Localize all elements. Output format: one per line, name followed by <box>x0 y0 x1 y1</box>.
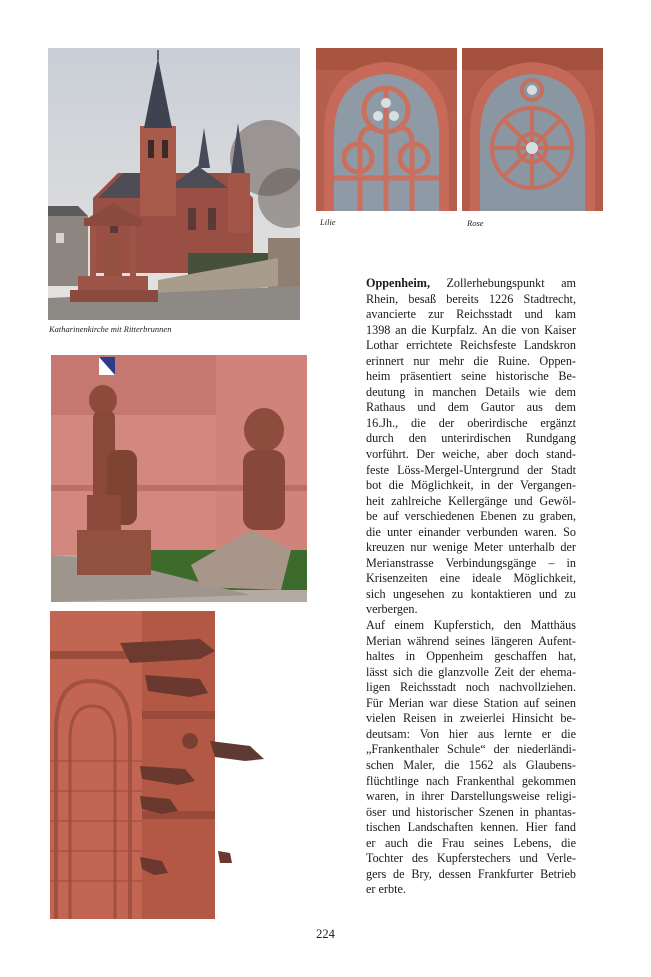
text-line: haltes in Oppenheim geschaffen hat, <box>366 649 576 664</box>
text-line: vorführt. Der weiche, aber doch stand- <box>366 447 576 462</box>
rose-window-caption: Rose <box>467 218 484 228</box>
text-line: deutung in manchen Details wie dem <box>366 384 576 399</box>
text-line: ligen Reichsstadt noch nachvollziehen. <box>366 680 576 695</box>
church-caption: Katharinenkirche mit Ritterbrunnen <box>49 324 172 334</box>
text-line: gers de Bry, dessen Frankfurter Betrieb <box>366 866 576 881</box>
rose-window-photo <box>462 48 603 211</box>
gargoyles-photo <box>50 611 266 919</box>
body-text <box>366 276 576 898</box>
text-line: Merianstrasse Verbindungsgänge – in <box>366 555 576 570</box>
text-line: waren, in ihrer Darstellungsweise religi- <box>366 789 576 804</box>
text-line: Rhein, besaß bereits 1226 Stadtrecht, <box>366 291 576 306</box>
text-line: avancierte zur Reichsstadt und kam <box>366 307 576 322</box>
text-line: be auf verschiedenen Ebenen zu graben, <box>366 509 576 524</box>
text-line: schen Maler, die 1562 als Glaubens- <box>366 757 576 772</box>
text-line: Auf einem Kupferstich, den Matthäus <box>366 618 576 633</box>
statues-photo <box>51 355 307 602</box>
text-line: vielen Reisen in zweierlei Hinsicht be- <box>366 711 576 726</box>
text-line: deutsam: Von hier aus lernte er die <box>366 726 576 741</box>
text-line: verbergen. <box>366 602 418 617</box>
text-line: „Frankenthaler Schule“ der niederländi- <box>366 742 576 757</box>
text-line: Oppenheim, Zollerhebungspunkt am <box>366 276 576 290</box>
lily-window-photo <box>316 48 457 211</box>
text-line: Tochter des Kupferstechers und Verle- <box>366 851 576 866</box>
text-line: erinnert nur mehr die Ruine. Oppen- <box>366 353 576 368</box>
text-line: heit zahlreiche Kellergänge und Gewöl- <box>366 493 576 508</box>
text-line: er auch die Frau seines Lebens, die <box>366 835 576 850</box>
church-photo <box>48 48 300 320</box>
lead-word: Oppenheim, <box>366 276 430 290</box>
text-line: 1398 an die Kurpfalz. An die von Kaiser <box>366 322 576 337</box>
text-line: Lothar errichtete Reichsfeste Landskron <box>366 338 576 353</box>
lily-window-caption: Lilie <box>320 217 336 227</box>
text-line: tischen Landschaften kennen. Hier fand <box>366 820 576 835</box>
text-line: lässt sich die glanzvolle Zeit der ehema- <box>366 664 576 679</box>
text-line: kreuzen nur wenige Meter unterhalb der <box>366 540 576 555</box>
text-line: öser und historischer Szenen in phantas- <box>366 804 576 819</box>
text-line: Merian während seines längeren Aufent- <box>366 633 576 648</box>
text-line: bot die Möglichkeit, in der Vergangen- <box>366 478 576 493</box>
text-line: sich ungesehen zu kontaktieren und zu <box>366 586 576 601</box>
text-line: Krisenzeiten eine ideale Möglichkeit, <box>366 571 576 586</box>
text-line: die unter einander verbunden waren. So <box>366 524 576 539</box>
text-line: er erbte. <box>366 882 406 897</box>
text-line: heim präsentiert seine historische Be- <box>366 369 576 384</box>
text-line: 16.Jh., die der oberirdische ergänzt <box>366 415 576 430</box>
text-line: flüchtlinge nach Frankenthal gekommen <box>366 773 576 788</box>
text-line: feste Löss-Mergel-Untergrund der Stadt <box>366 462 576 477</box>
text-line: Für Merian war diese Station auf seinen <box>366 695 576 710</box>
text-line: Rathaus und dem Gautor aus dem <box>366 400 576 415</box>
page-number: 224 <box>316 927 335 941</box>
text-line: durch den unterirdischen Rundgang <box>366 431 576 446</box>
